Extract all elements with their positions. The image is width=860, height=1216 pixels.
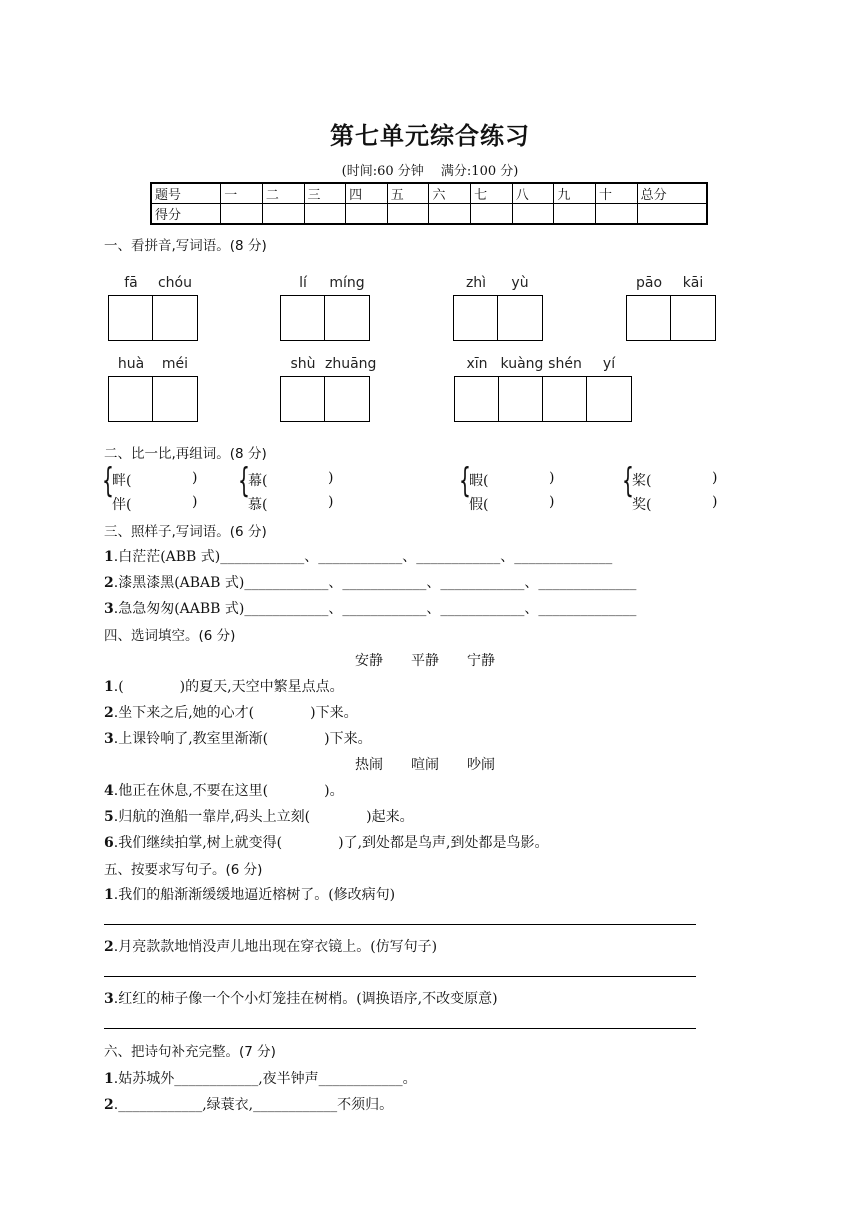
- question-item[interactable]: [104, 546, 612, 566]
- question-item[interactable]: [104, 1068, 417, 1088]
- question-text: .上课铃响了,教室里渐渐( )下来。: [113, 731, 372, 747]
- pinyin: yù: [511, 275, 529, 291]
- score-cell[interactable]: [387, 204, 429, 225]
- brace-icon: {: [459, 461, 471, 501]
- page-title: 第七单元综合练习: [330, 122, 530, 150]
- score-cell[interactable]: [346, 204, 388, 225]
- score-header-cell: 一: [221, 183, 263, 204]
- question-number: 2: [104, 1097, 114, 1113]
- question-text: .月亮款款地悄没声儿地出现在穿衣镜上。(仿写句子): [113, 939, 438, 955]
- score-cell[interactable]: [304, 204, 346, 225]
- question-number: 2: [104, 705, 114, 721]
- answer-line[interactable]: [104, 976, 696, 977]
- question-number: 1: [104, 1071, 114, 1087]
- pinyin: huà: [117, 356, 145, 372]
- question-item[interactable]: [104, 676, 344, 696]
- score-cell[interactable]: [429, 204, 471, 225]
- score-cell[interactable]: [596, 204, 638, 225]
- score-header-cell: 四: [346, 183, 388, 204]
- score-cell[interactable]: [512, 204, 554, 225]
- question-item: [104, 988, 498, 1008]
- paren-close: ): [192, 470, 198, 486]
- question-text: .归航的渔船一靠岸,码头上立刻( )起来。: [113, 809, 414, 825]
- pinyin: chóu: [157, 275, 192, 291]
- paren-close: ): [328, 494, 334, 510]
- question-number: 2: [104, 939, 114, 955]
- pinyin: yí: [602, 356, 616, 372]
- question-number: 1: [104, 549, 114, 565]
- brace-icon: {: [622, 461, 634, 501]
- brace-icon: {: [102, 461, 114, 501]
- compare-char: 伴(: [112, 497, 132, 513]
- question-text: .漆黑漆黑(ABAB 式)____________、____________、____________、______________: [113, 575, 637, 591]
- compare-char: 假(: [469, 497, 489, 513]
- pinyin: zhuāng: [325, 356, 377, 372]
- question-number: 3: [104, 731, 114, 747]
- score-header-cell: 八: [512, 183, 554, 204]
- score-table-header-row: [151, 183, 707, 204]
- compare-char: 暇(: [469, 473, 489, 489]
- section-2-heading: 二、比一比,再组词。(8 分): [104, 446, 267, 462]
- pinyin: míng: [329, 275, 365, 291]
- score-header-cell: 三: [304, 183, 346, 204]
- score-header-cell: 十: [596, 183, 638, 204]
- brace-icon: {: [238, 461, 250, 501]
- pinyin: xīn: [466, 356, 488, 372]
- score-table-score-row: [151, 204, 707, 225]
- question-item[interactable]: [104, 598, 636, 618]
- question-item[interactable]: [104, 832, 548, 852]
- paren-close: ): [712, 470, 718, 486]
- writing-boxes[interactable]: [108, 376, 198, 422]
- score-header-cell: 五: [387, 183, 429, 204]
- answer-line[interactable]: [104, 1028, 696, 1029]
- pinyin: zhì: [465, 275, 487, 291]
- score-row-label: 得分: [151, 204, 221, 225]
- question-text: .____________,绿蓑衣,____________不须归。: [113, 1097, 394, 1113]
- pinyin: shén: [548, 356, 582, 372]
- question-item[interactable]: [104, 702, 358, 722]
- writing-boxes[interactable]: [626, 295, 716, 341]
- question-item: [104, 936, 437, 956]
- writing-boxes[interactable]: [454, 376, 632, 422]
- question-text: .姑苏城外____________,夜半钟声____________。: [113, 1071, 417, 1087]
- pinyin: méi: [161, 356, 189, 372]
- paren-close: ): [549, 494, 555, 510]
- section-6-heading: 六、把诗句补充完整。(7 分): [104, 1044, 276, 1060]
- question-text: .红红的柿子像一个个小灯笼挂在树梢。(调换语序,不改变原意): [113, 991, 498, 1007]
- paren-close: ): [712, 494, 718, 510]
- compare-char: 奖(: [632, 497, 652, 513]
- pinyin: fā: [124, 275, 138, 291]
- section-3-heading: 三、照样子,写词语。(6 分): [104, 524, 267, 540]
- compare-char: 幕(: [248, 473, 268, 489]
- score-cell[interactable]: [471, 204, 513, 225]
- paren-close: ): [328, 470, 334, 486]
- pinyin: lí: [299, 275, 307, 291]
- paren-close: ): [549, 470, 555, 486]
- question-number: 4: [104, 783, 114, 799]
- section-1-heading: 一、看拼音,写词语。(8 分): [104, 238, 267, 254]
- section-4-heading: 四、选词填空。(6 分): [104, 628, 236, 644]
- pinyin: kāi: [682, 275, 704, 291]
- score-table: [150, 182, 708, 225]
- writing-boxes[interactable]: [108, 295, 198, 341]
- pinyin: shù: [290, 356, 316, 372]
- score-cell[interactable]: [637, 204, 707, 225]
- question-text: .白茫茫(ABB 式)____________、____________、____________、______________: [113, 549, 613, 565]
- question-item: [104, 884, 395, 904]
- question-number: 1: [104, 679, 114, 695]
- question-number: 3: [104, 601, 114, 617]
- question-text: .( )的夏天,天空中繁星点点。: [113, 679, 344, 695]
- question-item[interactable]: [104, 572, 636, 592]
- score-cell[interactable]: [554, 204, 596, 225]
- question-item[interactable]: [104, 780, 344, 800]
- answer-line[interactable]: [104, 924, 696, 925]
- score-header-cell: 二: [262, 183, 304, 204]
- exam-info: (时间:60 分钟 满分:100 分): [341, 164, 519, 179]
- score-cell[interactable]: [262, 204, 304, 225]
- word-options: 热闹 喧闹 吵闹: [355, 757, 495, 773]
- question-item[interactable]: [104, 728, 372, 748]
- pinyin: kuàng: [500, 356, 544, 372]
- writing-boxes[interactable]: [280, 376, 370, 422]
- compare-char: 慕(: [248, 497, 268, 513]
- score-header-cell: 总分: [637, 183, 707, 204]
- question-number: 1: [104, 887, 114, 903]
- question-text: .我们继续拍掌,树上就变得( )了,到处都是鸟声,到处都是鸟影。: [113, 835, 549, 851]
- question-item[interactable]: [104, 806, 414, 826]
- section-5-heading: 五、按要求写句子。(6 分): [104, 862, 263, 878]
- paren-close: ): [192, 494, 198, 510]
- question-text: .坐下来之后,她的心才( )下来。: [113, 705, 358, 721]
- question-text: .急急匆匆(AABB 式)____________、____________、____________、______________: [113, 601, 637, 617]
- score-header-cell: 九: [554, 183, 596, 204]
- pinyin: pāo: [635, 275, 663, 291]
- question-number: 3: [104, 991, 114, 1007]
- question-number: 5: [104, 809, 114, 825]
- question-item[interactable]: [104, 1094, 393, 1114]
- word-options: 安静 平静 宁静: [355, 653, 495, 669]
- writing-boxes[interactable]: [453, 295, 543, 341]
- question-number: 6: [104, 835, 114, 851]
- score-header-cell: 六: [429, 183, 471, 204]
- question-text: .我们的船渐渐缓缓地逼近榕树了。(修改病句): [113, 887, 396, 903]
- question-text: .他正在休息,不要在这里( )。: [113, 783, 344, 799]
- compare-char: 桨(: [632, 473, 652, 489]
- score-cell[interactable]: [221, 204, 263, 225]
- writing-boxes[interactable]: [280, 295, 370, 341]
- compare-char: 畔(: [112, 473, 132, 489]
- score-header-cell: 七: [471, 183, 513, 204]
- score-header-cell: 题号: [151, 183, 221, 204]
- question-number: 2: [104, 575, 114, 591]
